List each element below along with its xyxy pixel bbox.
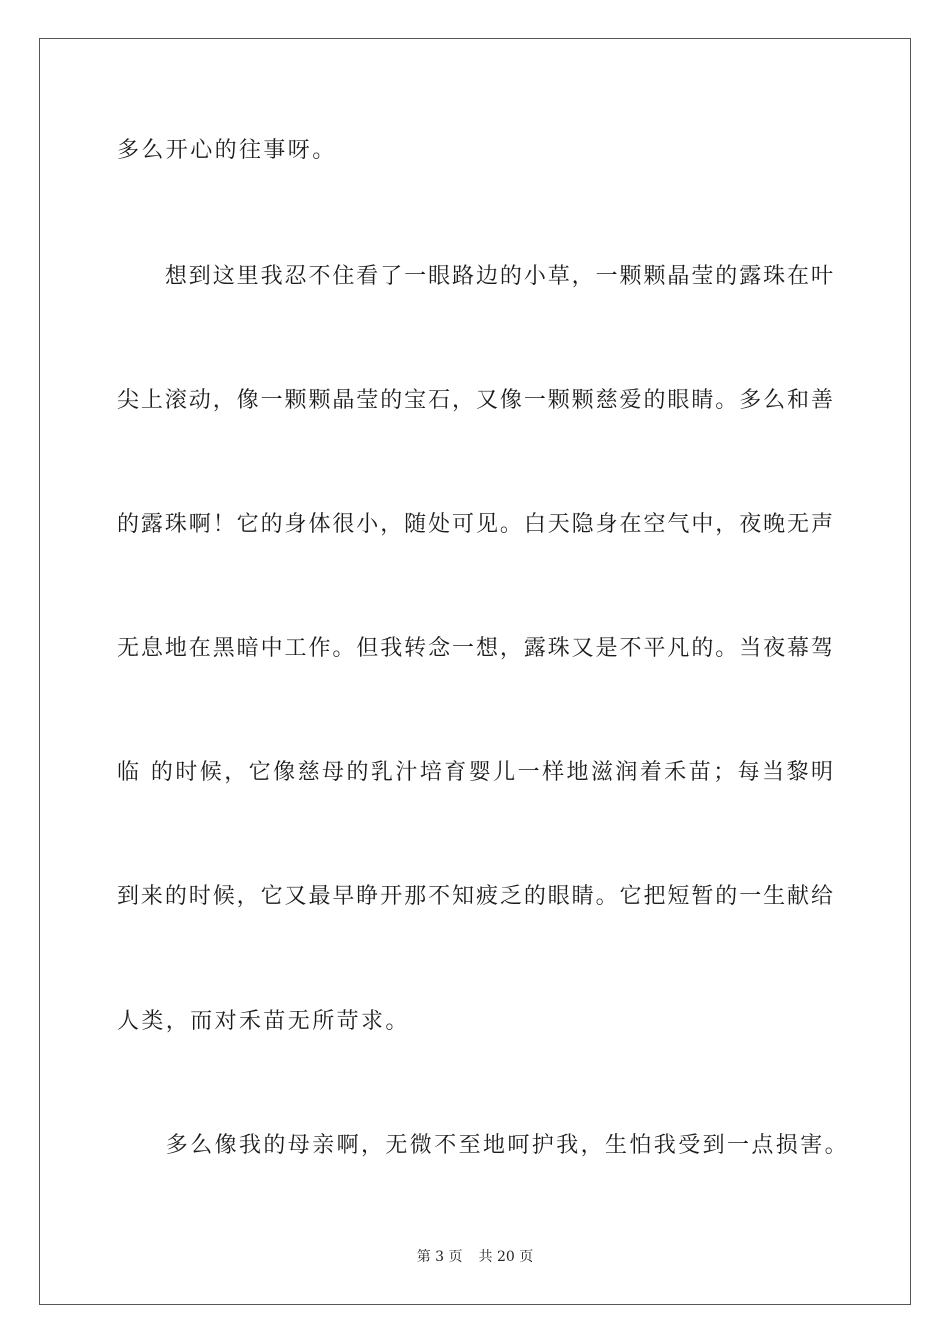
page-total: 共 20 页 [478, 1249, 534, 1265]
text-line: 到来的时候，它又最早睁开那不知疲乏的眼睛。它把短暂的一生献给 [117, 884, 833, 909]
text-line: 尖上滚动，像一颗颗晶莹的宝石，又像一颗颗慈爱的眼睛。多么和善 [117, 388, 833, 413]
text-line: 临 的时候，它像慈母的乳汁培育婴儿一样地滋润着禾苗；每当黎明 [117, 760, 833, 785]
text-line: 想到这里我忍不住看了一眼路边的小草，一颗颗晶莹的露珠在叶 [117, 264, 833, 289]
page-footer [0, 1248, 950, 1266]
page-border [39, 38, 911, 1305]
text-line: 无息地在黑暗中工作。但我转念一想，露珠又是不平凡的。当夜幕驾 [117, 636, 833, 661]
text-line: 人类，而对禾苗无所苛求。 [117, 1009, 410, 1034]
text-line: 多么开心的往事呀。 [117, 138, 337, 163]
text-line: 多么像我的母亲啊，无微不至地呵护我，生怕我受到一点损害。 [117, 1133, 850, 1158]
page-number: 第 3 页 [416, 1249, 463, 1265]
text-line: 的露珠啊！它的身体很小，随处可见。白天隐身在空气中，夜晚无声 [117, 512, 833, 537]
